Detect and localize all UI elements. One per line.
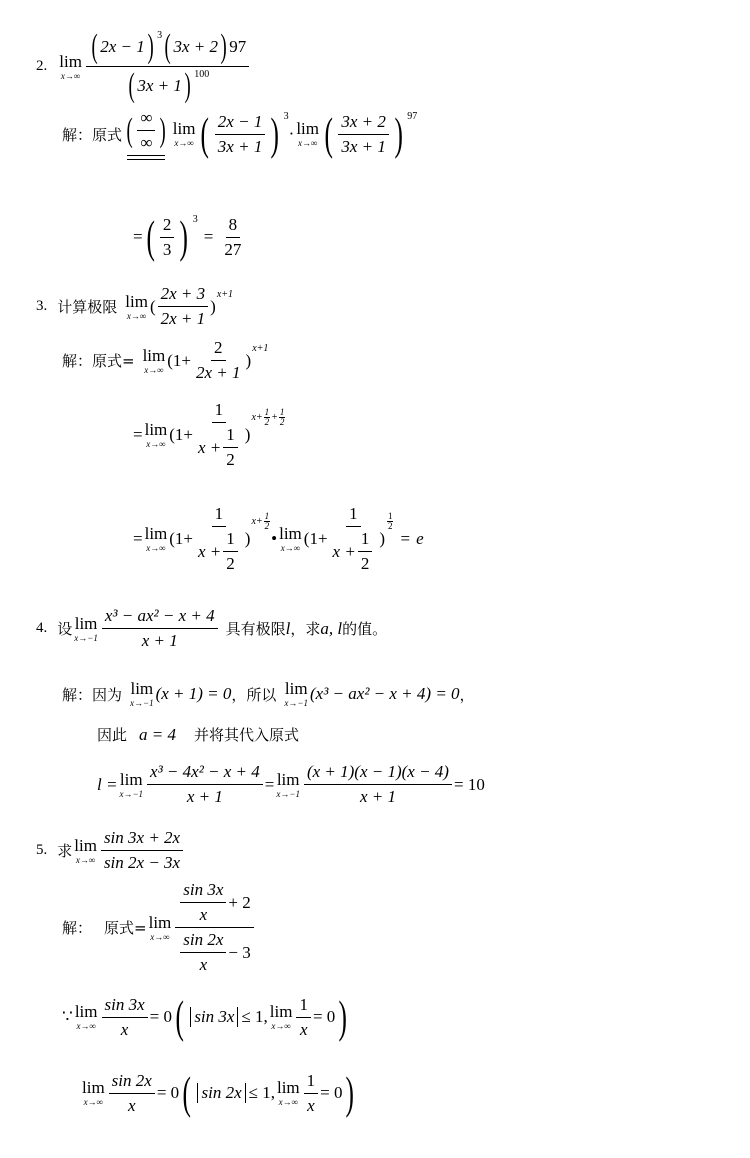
- problem-number: 5.: [36, 842, 48, 858]
- problem-4-solution-line-2: 因此 a = 4 并将其代入原式: [97, 724, 300, 744]
- problem-3-solution-line-1: 解：原式= lim x→∞ (1+ $\frac{2}{2x + 1}$ ) x+1: [62, 338, 269, 382]
- problem-4-statement: 4. 设 lim x→−1 $\frac{\text{x³ − ax² − x + 4}}{x + 1}$ 具有极限 l ，求 a, l 的值。: [36, 606, 388, 650]
- limit-operator: lim x→∞: [172, 119, 196, 148]
- indeterminate-form: ( $\frac{\infty}{\infty}$ ): [124, 108, 169, 160]
- problem-4-solution-line-3: l = lim x→−1 $\frac{\text{x³ − 4x² − x + 4}}{x + 1}$ = lim x→−1 $\frac{(x + 1)(x - 1)(x - 4)}{x + 1}$ = 10: [97, 762, 485, 806]
- problem-3-solution-line-3: = lim x→∞ (1+ 1 x + $\frac{1}{2}$ ) x+ $\frac{1}{2}$ • lim x→∞ (1+ 1 x + $\frac{1}{2}$ ) $\frac{1}{2}$ = e: [133, 504, 424, 573]
- result-fraction: $\frac{8}{27}$: [224, 214, 242, 259]
- problem-3-statement: 3. 计算极限 lim x→∞ ( $\frac{2x + 3}{2x + 1}$ ) x+1: [36, 284, 233, 328]
- problem-4-solution-line-1: 解：因为 lim x→−1 (x + 1) = 0 ，所以 lim x→−1 (x³ − ax² − x + 4) = 0 ，: [62, 679, 475, 708]
- problem-5-solution-line-1: 解： 原式= lim x→∞ $\frac{\sin 3x}{x}$ + 2 $\frac{\sin 2x}{x}$ − 3: [62, 880, 256, 975]
- problem-2-statement: [36, 30, 251, 103]
- problem-2-solution-line-2: = ( $\frac{2}{3}$ ) 3 = $\frac{8}{27}$: [133, 214, 246, 260]
- problem-5-solution-line-3: lim x→∞ $\frac{\sin 2x}{x}$ = 0 ( sin 2x ≤ 1, lim x→∞ $\frac{1}{x}$ = 0 ): [82, 1067, 355, 1118]
- problem-number: 2.: [36, 58, 48, 74]
- problem-number: 4.: [36, 620, 48, 636]
- problem-2-fraction: ( 2x − 1 ) 3 ( 3x + 2 ) 97 ( 3x + 1 ) 100: [86, 30, 249, 103]
- problem-5-solution-line-2: ∵ lim x→∞ $\frac{\sin 3x}{x}$ = 0 ( sin 3x ≤ 1, lim x→∞ $\frac{1}{x}$ = 0 ): [62, 991, 348, 1042]
- problem-number: 3.: [36, 298, 48, 314]
- problem-3-solution-line-2: = lim x→∞ (1+ 1 x + $\frac{1}{2}$ ) x+ $\frac{1}{2}$ + $\frac{1}{2}$: [133, 400, 285, 469]
- limit-operator: lim x→∞: [59, 51, 82, 81]
- problem-5-statement: 5. 求 lim x→∞ $\frac{\sin 3x + 2x}{\sin 2x - 3x}$: [36, 828, 185, 873]
- limit-operator: lim x→∞: [296, 119, 319, 148]
- problem-2-solution-line-1: 解：原式 ( $\frac{\infty}{\infty}$ ) lim x→∞ ( $\frac{2x - 1}{3x + 1}$ ) 3 · lim x→∞ ( $\frac{3x + 2}{3x + 1}$ ) 97: [62, 108, 418, 159]
- solution-label: 解：原式: [62, 125, 123, 144]
